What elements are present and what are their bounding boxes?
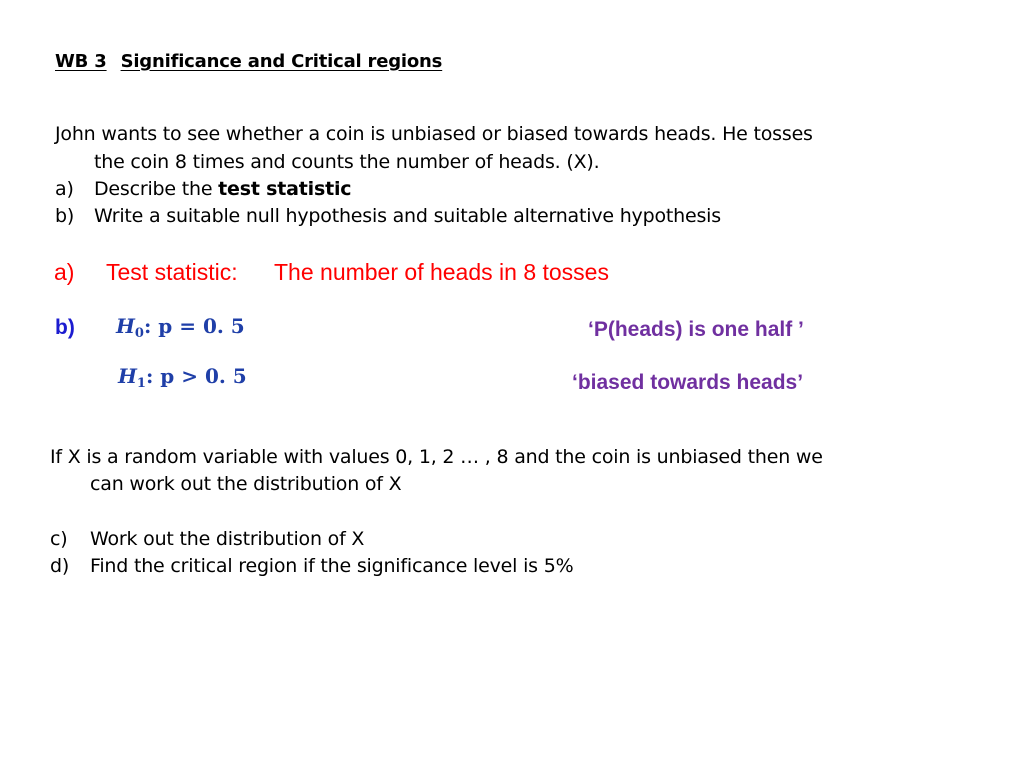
alternative-hypothesis-quote: ‘biased towards heads’ [572,371,804,394]
question-c [50,528,364,550]
problem-statement-line2: the coin 8 times and counts the number of heads. (X). [94,151,600,173]
h1-subscript: 1 [136,376,146,391]
question-a-text: Describe the [94,178,219,200]
null-hypothesis [116,314,245,341]
question-d-text: Find the critical region if the significance level is 5% [90,555,574,577]
alternative-hypothesis [118,364,247,391]
page-title [55,51,442,72]
question-a-bold: test statistic [218,178,352,200]
h0-equation: : p = 0. 5 [143,314,245,338]
question-d [50,555,573,577]
answer-a-lead: Test statistic: [106,259,238,285]
question-c-text: Work out the distribution of X [90,528,365,550]
h0-subscript: 0 [134,326,144,341]
distribution-intro-line1: If X is a random variable with values 0, 1, 2 … , 8 and the coin is unbiased then we [50,446,823,468]
distribution-intro-line2: can work out the distribution of X [90,473,402,495]
question-a-label: a) [55,178,74,200]
question-b-text: Write a suitable null hypothesis and suitable alternative hypothesis [94,205,721,227]
answer-a-label: a) [54,259,75,285]
null-hypothesis-quote: ‘P(heads) is one half ’ [588,318,804,341]
answer-a-text: The number of heads in 8 tosses [274,259,609,285]
problem-statement-line1: John wants to see whether a coin is unbiased or biased towards heads. He tosses [55,123,813,145]
question-a [55,178,351,200]
question-b [55,205,721,227]
question-b-label: b) [55,205,75,227]
h0-symbol: H [116,314,135,338]
question-c-label: c) [50,528,68,550]
h1-symbol: H [118,364,137,388]
title-prefix: WB 3 [55,51,107,72]
h1-equation: : p > 0. 5 [145,364,247,388]
answer-b-label: b) [55,316,75,339]
title-text: Significance and Critical regions [120,51,443,72]
question-d-label: d) [50,555,70,577]
